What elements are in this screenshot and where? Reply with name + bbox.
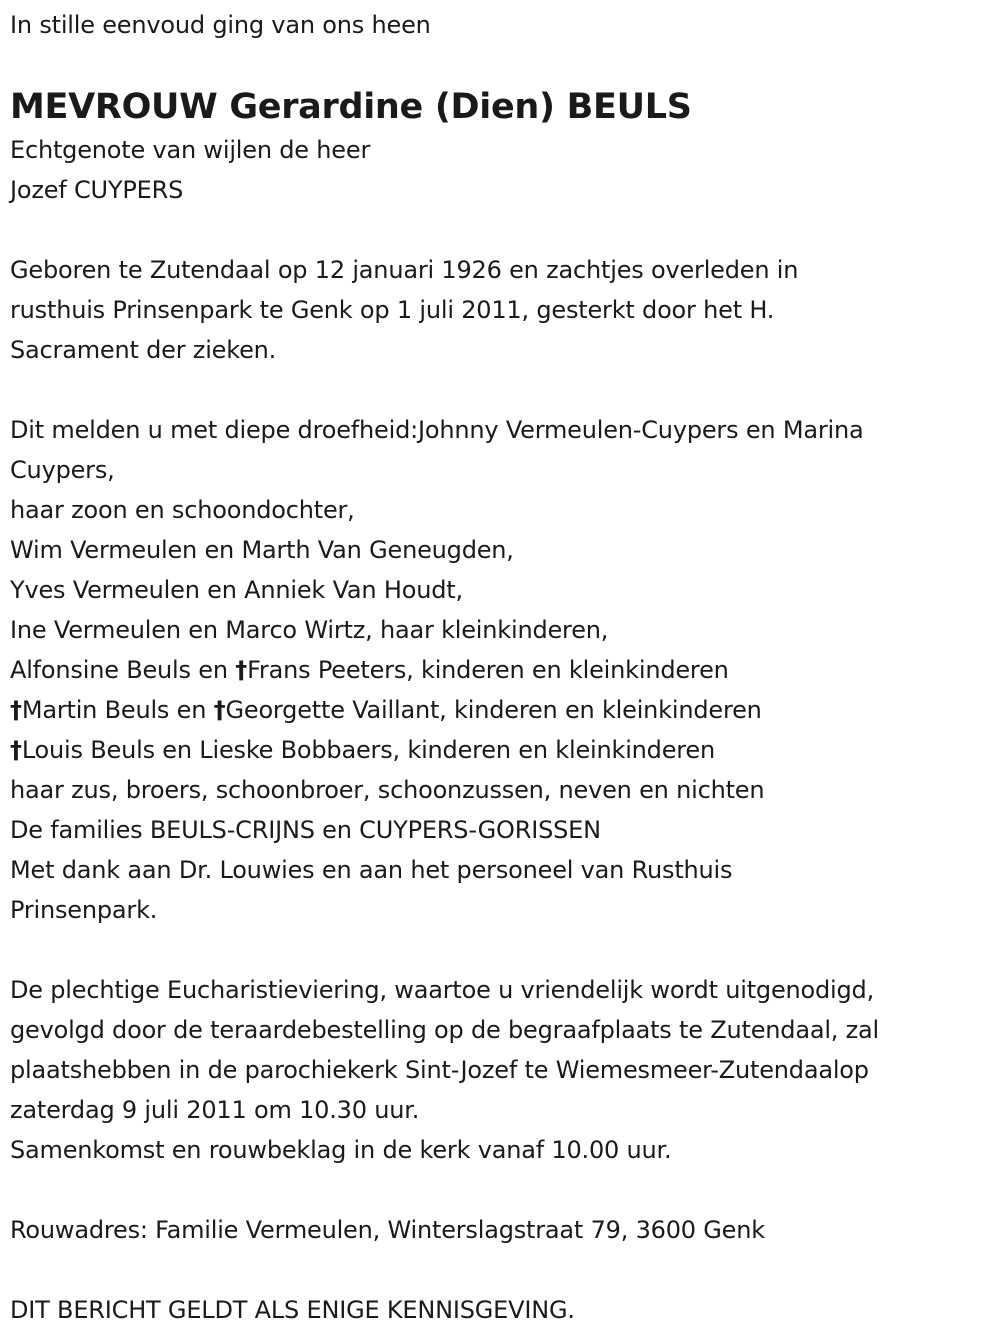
ceremony-line-5: Samenkomst en rouwbeklag in de kerk vanaf 10.00 uur. [10, 1136, 672, 1164]
spouse-line-2: Jozef CUYPERS [10, 176, 184, 204]
family-line-2: Cuypers, [10, 456, 115, 484]
ceremony-line-2: gevolgd door de teraardebestelling op de begraafplaats te Zutendaal, zal [10, 1016, 880, 1044]
cross-icon: † [10, 696, 22, 724]
closing-statement: DIT BERICHT GELDT ALS ENIGE KENNISGEVING. [10, 1296, 575, 1324]
birth-death-line-2: rusthuis Prinsenpark te Genk op 1 juli 2011, gesterkt door het H. [10, 296, 775, 324]
birth-death-line-3: Sacrament der zieken. [10, 336, 277, 364]
family-line-10: haar zus, broers, schoonbroer, schoonzussen, neven en nichten [10, 776, 765, 804]
family-line-9-text: Louis Beuls en Lieske Bobbaers, kinderen en kleinkinderen [21, 736, 716, 764]
closing-block [10, 1290, 995, 1330]
family-line-6: Ine Vermeulen en Marco Wirtz, haar kleinkinderen, [10, 616, 609, 644]
mourning-address: Rouwadres: Familie Vermeulen, Winterslagstraat 79, 3600 Genk [10, 1216, 765, 1244]
ceremony-line-3: plaatshebben in de parochiekerk Sint-Jozef te Wiemesmeer-Zutendaalop [10, 1056, 869, 1084]
family-line-4: Wim Vermeulen en Marth Van Geneugden, [10, 536, 514, 564]
address-block [10, 1210, 995, 1250]
family-line-13: Prinsenpark. [10, 896, 158, 924]
family-block [10, 410, 995, 930]
family-line-12: Met dank aan Dr. Louwies en aan het personeel van Rusthuis [10, 856, 733, 884]
family-line-8 [10, 690, 995, 730]
obituary-notice [10, 0, 995, 1330]
family-line-5: Yves Vermeulen en Anniek Van Houdt, [10, 576, 463, 604]
family-line-7 [10, 650, 995, 690]
spouse-line-1: Echtgenote van wijlen de heer [10, 136, 371, 164]
family-line-1: Dit melden u met diepe droefheid:Johnny Vermeulen-Cuypers en Marina [10, 416, 864, 444]
family-line-9 [10, 730, 995, 770]
family-line-11: De families BEULS-CRIJNS en CUYPERS-GORISSEN [10, 816, 601, 844]
deceased-name: MEVROUW Gerardine (Dien) BEULS [10, 87, 692, 127]
ceremony-block [10, 970, 995, 1170]
family-line-8-part-1: Martin Beuls en [21, 696, 214, 724]
birth-death-line-1: Geboren te Zutendaal op 12 januari 1926 en zachtjes overleden in [10, 256, 799, 284]
family-line-8-part-2: Georgette Vaillant, kinderen en kleinkinderen [225, 696, 762, 724]
intro-line: In stille eenvoud ging van ons heen [10, 11, 431, 39]
ceremony-line-4: zaterdag 9 juli 2011 om 10.30 uur. [10, 1096, 420, 1124]
ceremony-line-1: De plechtige Eucharistieviering, waartoe u vriendelijk wordt uitgenodigd, [10, 976, 875, 1004]
spouse-block [10, 130, 995, 210]
cross-icon: † [213, 696, 226, 724]
cross-icon: † [235, 656, 248, 684]
family-line-3: haar zoon en schoondochter, [10, 496, 355, 524]
birth-death-block [10, 250, 995, 370]
family-line-7-part-1: Alfonsine Beuls en [10, 656, 236, 684]
cross-icon: † [10, 736, 22, 764]
family-line-7-part-2: Frans Peeters, kinderen en kleinkinderen [247, 656, 729, 684]
